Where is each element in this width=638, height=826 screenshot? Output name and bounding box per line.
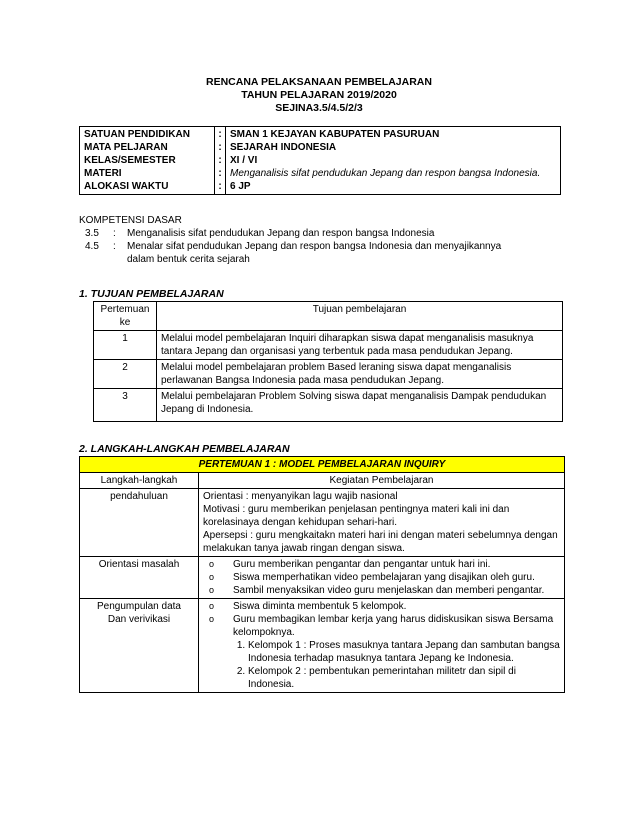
value-mapel: SEJARAH INDONESIA <box>230 142 337 153</box>
row-num: 2 <box>94 360 157 389</box>
value-materi: Menganalisis sifat pendudukan Jepang dan respon bangsa Indonesia. <box>230 168 541 179</box>
col-tujuan-header: Tujuan pembelajaran <box>157 302 563 331</box>
step-name: Orientasi masalah <box>80 557 199 599</box>
label-alokasi: ALOKASI WAKTU <box>84 181 169 192</box>
kd-num: 3.5 <box>85 228 99 239</box>
value-alokasi: 6 JP <box>230 181 251 192</box>
doc-code: SEJINA3.5/4.5/2/3 <box>275 102 363 114</box>
col-pertemuan-header: Pertemuan ke <box>94 302 157 331</box>
kd-num: 4.5 <box>85 241 99 252</box>
identity-colons: : : : : : <box>215 127 226 195</box>
section-1-heading: 1. TUJUAN PEMBELAJARAN <box>79 288 224 300</box>
content-line: Motivasi : guru memberikan penjelasan pentingnya materi kali ini dan korelasinaya dengan kehidupan sehari-hari. <box>203 504 510 528</box>
numbered-item: 2. Kelompok 2 : pembentukan pemerintahan militetr dan sipil di Indonesia. <box>248 665 560 691</box>
row-num: 3 <box>94 389 157 422</box>
kompetensi-dasar <box>79 214 597 266</box>
value-satuan: SMAN 1 KEJAYAN KABUPATEN PASURUAN <box>230 129 440 140</box>
content-line: Orientasi : menyanyikan lagu wajib nasional <box>203 491 398 502</box>
kd-item: 4.5 : Menalar sifat pendudukan Jepang dan respon bangsa Indonesia dan menyajikannya dalam bentuk cerita sejarah <box>79 240 597 266</box>
bullet-item: o Guru memberikan pengantar dan pengantar untuk hari ini. <box>233 558 560 571</box>
row-text: Melalui pembelajaran Problem Solving siswa dapat menganalisis Dampak pendudukan Jepang di Indonesia. <box>157 389 563 422</box>
step-content <box>199 489 565 557</box>
label-satuan: SATUAN PENDIDIKAN <box>84 129 190 140</box>
step-name-line: Dan verivikasi <box>107 614 171 625</box>
label-kelas: KELAS/SEMESTER <box>84 155 176 166</box>
step-name: pendahuluan <box>80 489 199 557</box>
step-content <box>199 599 565 693</box>
bullet-item: o Siswa memperhatikan video pembelajaran yang disajikan oleh guru. <box>233 571 560 584</box>
table-row <box>80 557 565 599</box>
row-num: 1 <box>94 331 157 360</box>
row-text: Melalui model pembelajaran Inquiri diharapkan siswa dapat menganalisis masuknya tantara Jepang dan organisasi yang terbentuk pada masa pendudukan Jepang. <box>157 331 563 360</box>
table-row <box>94 360 563 389</box>
table-row <box>80 489 565 557</box>
table-row <box>80 599 565 693</box>
step-name <box>80 599 199 693</box>
doc-title: RENCANA PELAKSANAAN PEMBELAJARAN <box>206 76 432 88</box>
step-name-line: Pengumpulan data <box>97 601 181 612</box>
kompetensi-heading: KOMPETENSI DASAR <box>79 215 182 226</box>
label-materi: MATERI <box>84 168 122 179</box>
col-kegiatan-header: Kegiatan Pembelajaran <box>199 473 565 489</box>
kd-item: 3.5 : Menganalisis sifat pendudukan Jepang dan respon bangsa Indonesia <box>79 227 597 240</box>
numbered-item: 1. Kelompok 1 : Proses masuknya tantara Jepang dan sambutan bangsa Indonesia terhadap masuknya tantara Jepang ke Indonesia. <box>248 639 560 665</box>
doc-year: TAHUN PELAJARAN 2019/2020 <box>241 89 397 101</box>
identity-values <box>226 127 561 195</box>
section-2-heading: 2. LANGKAH-LANGKAH PEMBELAJARAN <box>79 443 290 455</box>
pertemuan-banner: PERTEMUAN 1 : MODEL PEMBELAJARAN INQUIRY <box>80 457 565 473</box>
bullet-item: o Sambil menyaksikan video guru menjelaskan dan memberi pengantar. <box>233 584 560 597</box>
label-mapel: MATA PELJARAN <box>84 142 168 153</box>
col-langkah-header: Langkah-langkah <box>80 473 199 489</box>
value-kelas: XI / VI <box>230 155 258 166</box>
identity-table <box>79 126 561 195</box>
table-row <box>94 331 563 360</box>
step-content <box>199 557 565 599</box>
bullet-item: o Siswa diminta membentuk 5 kelompok. <box>233 600 560 613</box>
content-line: Apersepsi : guru mengkaitakn materi hari ini dengan materi sebelumnya dengan melakukan tanya jawab ringan dengan siswa. <box>203 530 558 554</box>
row-text: Melalui model pembelajaran problem Based leraning siswa dapat menganalisis perlawanan Bangsa Indonesia pada masa pendudukan Jepang. <box>157 360 563 389</box>
bullet-item: o Guru membagikan lembar kerja yang harus didiskusikan siswa Bersama kelompoknya. <box>233 613 560 639</box>
langkah-table <box>79 456 565 693</box>
kd-text: Menalar sifat pendudukan Jepang dan respon bangsa Indonesia dan menyajikannya dalam bentuk cerita sejarah <box>127 241 502 265</box>
tujuan-table <box>93 301 563 422</box>
kd-text: Menganalisis sifat pendudukan Jepang dan respon bangsa Indonesia <box>127 228 435 239</box>
table-row <box>94 389 563 422</box>
identity-labels <box>80 127 215 195</box>
